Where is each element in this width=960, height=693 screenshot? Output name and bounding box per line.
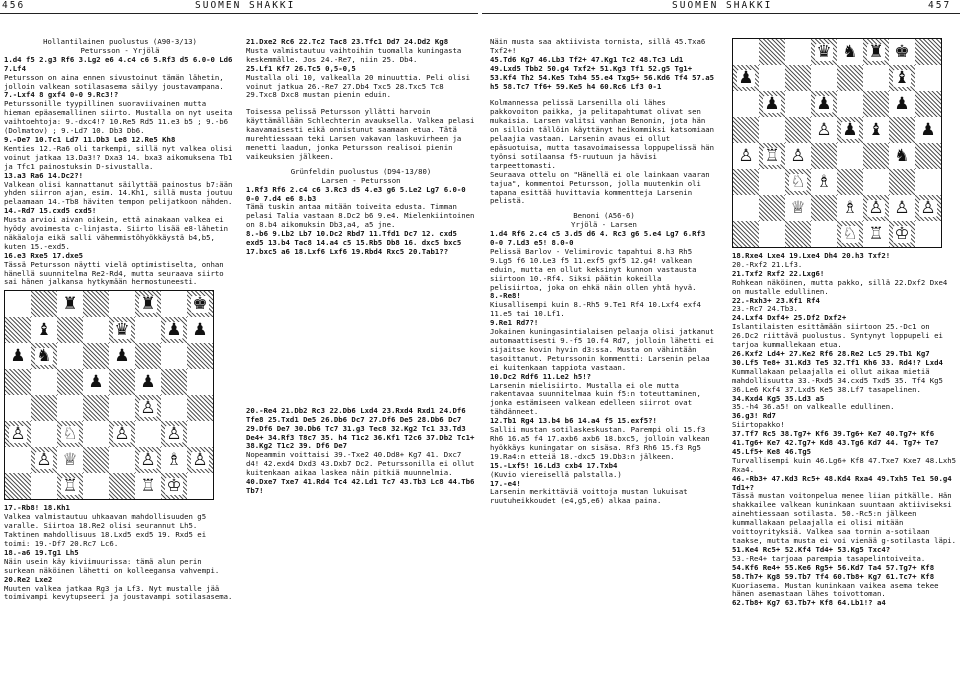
- board-square: [83, 343, 109, 369]
- board-square: [83, 291, 109, 317]
- running-head-left: SUOMEN SHAKKI: [195, 0, 296, 11]
- moves: 13.a3 Ra6 14.Dc2?!: [4, 170, 84, 180]
- chess-piece-icon: ♙: [10, 423, 26, 444]
- moves: 15.-Lxf5! 16.Ld3 cxb4 17.Txb4: [490, 460, 618, 470]
- comment: Musta valmistautuu vaihtoihin tuomalla kuningasta keskemmälle. Jos 24.-Re7, niin 25. Db4.: [246, 45, 466, 64]
- board-square: [889, 65, 915, 91]
- board-square: [915, 65, 941, 91]
- board-square: [5, 473, 31, 499]
- board-square: [5, 395, 31, 421]
- board-square: [811, 65, 837, 91]
- chess-piece-icon: ♞: [894, 145, 910, 166]
- board-square: [31, 291, 57, 317]
- board-square: [57, 447, 83, 473]
- moves: 1.Rf3 Rf6 2.c4 c6 3.Rc3 d5 4.e3 g6 5.Le2 Lg7 6.0-0 0-0 7.d4 e6 8.b3: [246, 184, 471, 203]
- board-square: [915, 91, 941, 117]
- paragraph: Toisessa pelissä Petursson yllätti harvoin käyttämällään Schlechterin avauksella. Valkea pelasi kaavamaisesti eikä onnistunut saamaan etua. Tätä murehtiessaan teki Larsen vakavan laskuvirheen ja menetti laadun, jonka Petursson realisoi pienin vaikeuksien jälkeen.: [246, 107, 479, 161]
- board-square: [161, 369, 187, 395]
- chess-piece-icon: ♕: [62, 449, 78, 470]
- chess-piece-icon: ♟: [192, 319, 208, 340]
- comment: Siirtopakko!: [732, 420, 785, 430]
- board-square: [161, 473, 187, 499]
- board-square: [837, 65, 863, 91]
- running-head-right: SUOMEN SHAKKI: [672, 0, 773, 11]
- board-square: [83, 447, 109, 473]
- comment: 53.-Re4+ tarjoaa parempia tasapelintoiveita.: [732, 553, 926, 563]
- chess-piece-icon: ♜: [140, 293, 156, 314]
- board-square: [785, 39, 811, 65]
- moves: 17.-e4!: [490, 478, 521, 488]
- chess-piece-icon: ♖: [140, 475, 156, 496]
- comment: Peturssonille tyypillinen suoraviivainen mutta hieman epäasemallinen siirto. Mustalla on nyt useita vaihtoehtoja: 9.-dxc4!? 10.Re5 Rd5 11.e3 b5 ; 9.-b6 (Dolmatov) ; 9.-Ld7 10. Db3 Db6.: [4, 99, 237, 136]
- chess-piece-icon: ♟: [166, 319, 182, 340]
- board-square: [837, 221, 863, 247]
- board-square: [837, 195, 863, 221]
- chess-piece-icon: ♖: [62, 475, 78, 496]
- chess-piece-icon: ♟: [88, 371, 104, 392]
- board-square: [889, 195, 915, 221]
- board-square: [863, 91, 889, 117]
- board-square: [57, 369, 83, 395]
- chess-piece-icon: ♜: [868, 41, 884, 62]
- chess-piece-icon: ♚: [894, 41, 910, 62]
- board-square: [759, 91, 785, 117]
- board-square: [31, 317, 57, 343]
- comment: Näin musta saa aktiivista tornista, sillä 45.Txa6 Txf2+!: [490, 37, 710, 55]
- comment: 35.-h4 36.a5! on valkealle edullinen.: [732, 402, 895, 412]
- board-square: [83, 395, 109, 421]
- chess-piece-icon: ♟: [920, 119, 936, 140]
- chess-piece-icon: ♙: [36, 449, 52, 470]
- board-square: [889, 221, 915, 247]
- comment: Tässä mustan voitonpelua menee liian pitkälle. Hän shakkailee valkean kuninkaan suuntaan aktiiviseksi ainehtiessaan sotilasta. 50.-Rc5:n jälkeen kummallakaan pelaajalla ei olisi mitään voittoyrityksiä. Valkea saa tornin a-sotilaan taakse, mutta musta ei voi vienää g-sotilasta läpi.: [732, 491, 957, 545]
- comment: Musta arvioi aivan oikein, että ainakaan valkea ei hyödy avoimesta c-linjasta. Siirto lisää e8-lähetin näkäaloja eikä salli vähemmistöhyökkäystä b4,b5, kuten 15.-exd5.: [4, 215, 233, 251]
- board-square: [811, 221, 837, 247]
- board-square: [811, 143, 837, 169]
- board-square: [733, 65, 759, 91]
- comment: Kummallakaan pelaajalla ei ollut aikaa mietiä mahdollisuutta 33.-Rxd5 34.cxd5 Txd5 35. Tf4 Kg5 36.Le6 Kxf4 37.Lxd5 Ke5 38.Lf7 tasapelinen.: [732, 366, 948, 394]
- board-square: [187, 447, 213, 473]
- board-square: [733, 143, 759, 169]
- chess-piece-icon: ♝: [36, 319, 52, 340]
- board-square: [759, 143, 785, 169]
- chess-piece-icon: ♝: [868, 119, 884, 140]
- chess-piece-icon: ♟: [894, 93, 910, 114]
- board-square: [915, 169, 941, 195]
- board-square: [733, 91, 759, 117]
- header-rule-right: [482, 13, 960, 14]
- moves: 1.d4 Rf6 2.c4 c5 3.d5 d6 4. Rc3 g6 5.e4 Lg7 6.Rf3 0-0 7.Ld3 e5! 8.0-0: [490, 229, 710, 248]
- moves: 8.-b6 9.Lb2 Lb7 10.Dc2 Rbd7 11.Tfd1 Dc7 12. cxd5 exd5 13.b4 Tac8 14.a4 c5 15.Rb5 Db8 16. dxc5 bxc5 17.bxc5 a6 18.Lxf6 Lxf6 19.Rbd4 Rxc5 20.Tab1??: [246, 229, 466, 256]
- chess-diagram-left: [4, 290, 214, 500]
- game2-header: [246, 168, 476, 186]
- board-square: [187, 291, 213, 317]
- board-square: [161, 343, 187, 369]
- comment: 20.-Rxf2 21.Lf3.: [732, 259, 803, 269]
- chess-piece-icon: ♘: [62, 423, 78, 444]
- moves: 12.Tb1 Rg4 13.b4 b6 14.a4 f5 15.exf5?!: [490, 416, 657, 426]
- moves: 45.Td6 Kg7 46.Lb3 Tf2+ 47.Kg1 Tc2 48.Tc3 Ld1 49.Lxd5 Tbb2 50.g4 Txf2+ 51.Kg3 Tf1 52.g5 Tg1+ 53.Kf4 Th2 54.Ke5 Txh4 55.e4 Txg5+ 56.Kd6 Tf4 57.a5 h5 58.Tc7 Tf6+ 59.Ke5 h4 60.Rc6 Lf3 0-1: [490, 54, 719, 91]
- board-square: [837, 143, 863, 169]
- chess-piece-icon: ♙: [894, 197, 910, 218]
- board-square: [785, 169, 811, 195]
- comment: Kuoriasema. Mustan kuninkaan vaikea asema tekee hänen asemastaan lähes toivottoman.: [732, 580, 943, 599]
- comment: Tämä tuskin antaa mitään toiveita edusta. Timman pelasi Talia vastaan 8.Dc2 b6 9.e4. Mielenkiintoinen on 8.b4 aikomuksin Db3,a4, a5 jne.: [246, 202, 479, 230]
- board-square: [135, 395, 161, 421]
- board-square: [811, 91, 837, 117]
- chess-piece-icon: ♗: [842, 197, 858, 218]
- moves: 9.Re1 Rd7?!: [490, 318, 539, 328]
- comment: Valkea valmistautuu uhkaavan mahdollisuuden g5 varalle. Siirtoa 18.Re2 olisi seurannut Lh5. Taktinen mahdollisuus 18.Lxd5 exd5 19. Rxd5 ei toimi: 19.-Df7 20.Rc7 Lc6.: [4, 512, 211, 548]
- board-square: [5, 291, 31, 317]
- board-square: [915, 221, 941, 247]
- board-square: [785, 65, 811, 91]
- chess-piece-icon: ♖: [868, 223, 884, 244]
- chess-piece-icon: ♙: [790, 145, 806, 166]
- moves: 8.-Re8!: [490, 291, 521, 301]
- board-square: [31, 395, 57, 421]
- chess-piece-icon: ♟: [816, 93, 832, 114]
- moves: 7.-Lxf4 8 gxf4 0-0 9.Rc3!?: [4, 90, 119, 100]
- game1-players: Petursson - Yrjölä: [80, 45, 160, 55]
- chess-piece-icon: ♙: [114, 423, 130, 444]
- board-square: [109, 395, 135, 421]
- moves: 25.Lf1 Kf7 26.Tc5 0,5-0,5: [246, 63, 356, 73]
- game3-title: Benoni (A56-6): [573, 211, 635, 221]
- chess-piece-icon: ♕: [790, 197, 806, 218]
- comment: Pelissä Barlov - Velimirovic tapahtui 8.h3 Rh5 9.Lg5 f6 10.Le3 f5 11.exf5 gxf5 12.g4! valkean eduin, mutta en ollut keksinyt kunnon vastausta siirtoon 10.-Rf4. Siksi päätin kokeilla pelisiirtoa, joka on ehkä näin ollen yhtä hyvä.: [490, 246, 701, 292]
- board-square: [57, 421, 83, 447]
- column-3: [490, 38, 718, 693]
- moves: 14.-Rd7 15.cxd5 cxd5!: [4, 206, 97, 216]
- board-square: [5, 317, 31, 343]
- board-square: [83, 317, 109, 343]
- comment: Mustalla oli 10, valkealla 20 minuuttia. Peli olisi voinut jatkua 26.-Re7 27.Db4 Txc5 28.Txc5 Tc8 29.Txc8 Dxc8 mustan pienin eduin.: [246, 72, 475, 100]
- board-square: [5, 343, 31, 369]
- moves: 10.Dc2 Rdf6 11.Le2 h5!?: [490, 371, 592, 381]
- moves: 1.d4 f5 2.g3 Rf6 3.Lg2 e6 4.c4 c6 5.Rf3 d5 6.0-0 Ld6 7.Lf4: [4, 54, 237, 73]
- chess-piece-icon: ♖: [764, 145, 780, 166]
- chess-diagram-right: [732, 38, 942, 248]
- board-square: [5, 447, 31, 473]
- board-square: [837, 169, 863, 195]
- board-square: [161, 421, 187, 447]
- board-square: [161, 447, 187, 473]
- game3-players: Yrjölä - Larsen: [571, 220, 637, 230]
- board-square: [57, 343, 83, 369]
- page-number-right: 457: [928, 0, 952, 11]
- board-square: [109, 291, 135, 317]
- chess-piece-icon: ♙: [192, 449, 208, 470]
- board-square: [57, 291, 83, 317]
- chess-piece-icon: ♙: [166, 423, 182, 444]
- board-square: [135, 343, 161, 369]
- board-square: [811, 39, 837, 65]
- comment: Islantilaisten esittämään siirtoon 25.-Dc1 on 26.Dc2 riittävä puolustus. Syntynyt loppupeli ei tarjoa kummallekaan etua.: [732, 322, 948, 350]
- board-square: [863, 195, 889, 221]
- moves: 18.-a6 19.Tg1 Lh5: [4, 547, 79, 557]
- comment: Näin usein käy kiviimuurissa: tämä alun perin surkean näköinen lähetti on kolleegansa vahvempi.: [4, 556, 220, 575]
- comment: Larsenin mielisiirto. Mustalla ei ole mutta rakentavaa suunnitelmaa kuin f5:n toteuttaminen, jonka estämiseen valkean edelleen siirrot ovat tähdänneet.: [490, 380, 706, 417]
- moves: 36.g3! Rd7: [732, 411, 776, 421]
- board-square: [811, 117, 837, 143]
- board-square: [31, 447, 57, 473]
- moves: 37.Tf7 Rc5 38.Tg7+ Kf6 39.Tg6+ Ke7 40.Tg7+ Kf6 41.Tg6+ Ke7 42.Tg7+ Kd8 43.Tg6 Kd7 44. Tg7+ Te7 45.Lf5+ Ke8 46.Tg5: [732, 429, 943, 456]
- board-square: [135, 447, 161, 473]
- board-square: [135, 317, 161, 343]
- chess-piece-icon: ♜: [62, 293, 78, 314]
- board-square: [57, 395, 83, 421]
- board-square: [5, 369, 31, 395]
- chess-piece-icon: ♟: [842, 119, 858, 140]
- chess-piece-icon: ♙: [816, 119, 832, 140]
- chess-piece-icon: ♞: [842, 41, 858, 62]
- comment: Kiusallisempi kuin 8.-Rh5 9.Te1 Rf4 10.Lxf4 exf4 11.e5 tai 10.Lf1.: [490, 300, 706, 319]
- board-square: [135, 473, 161, 499]
- board-square: [109, 473, 135, 499]
- board-square: [135, 421, 161, 447]
- comment: Turvallisempi kuin 46.Lg6+ Kf8 47.Txe7 Kxe7 48.Lxh5 Rxa4.: [732, 455, 957, 474]
- column-1: [4, 38, 236, 693]
- board-square: [187, 395, 213, 421]
- board-square: [811, 195, 837, 221]
- chess-piece-icon: ♔: [166, 475, 182, 496]
- board-square: [57, 317, 83, 343]
- moves: 18.Rxe4 Lxe4 19.Lxe4 Dh4 20.h3 Txf2!: [732, 251, 891, 260]
- chess-piece-icon: ♙: [738, 145, 754, 166]
- board-square: [57, 473, 83, 499]
- board-square: [863, 65, 889, 91]
- board-square: [759, 221, 785, 247]
- board-square: [109, 421, 135, 447]
- board-square: [135, 369, 161, 395]
- board-square: [83, 473, 109, 499]
- board-square: [83, 421, 109, 447]
- moves: 20.Re2 Lxe2: [4, 574, 53, 584]
- column-gap: [246, 257, 476, 407]
- chess-piece-icon: ♟: [10, 345, 26, 366]
- moves: 54.Kf6 Re4+ 55.Ke6 Rg5+ 56.Kd7 Ta4 57.Tg7+ Kf8 58.Th7+ Kg8 59.Tb7 Tf4 60.Tb8+ Kg7 61.Tc7+ Kf8: [732, 562, 939, 581]
- game2-players: Larsen - Petursson: [321, 175, 401, 185]
- board-square: [31, 473, 57, 499]
- board-square: [837, 39, 863, 65]
- board-square: [863, 143, 889, 169]
- comment: Rohkean näköinen, mutta pakko, sillä 22.Dxf2 Dxe4 on mustalle edullinen.: [732, 277, 952, 296]
- board-square: [83, 369, 109, 395]
- chess-piece-icon: ♔: [894, 223, 910, 244]
- board-square: [811, 169, 837, 195]
- chess-piece-icon: ♗: [166, 449, 182, 470]
- game1-header: [4, 38, 236, 56]
- board-square: [733, 221, 759, 247]
- chess-piece-icon: ♘: [790, 171, 806, 192]
- board-square: [837, 117, 863, 143]
- moves: 16.e3 Rxe5 17.dxe5: [4, 250, 84, 260]
- moves: 17.-Rb8! 18.Kh1: [4, 503, 70, 513]
- game1-title: Hollantilainen puolustus (A90-3/13): [43, 37, 197, 46]
- board-square: [915, 195, 941, 221]
- column-2: [246, 37, 479, 693]
- comment: Kenties 12.-Ra6 oli tarkempi, sillä nyt valkea olisi voinut jatkaa 13.Da3!? Dxa3 14. bxa3 aikomuksena Tb1 ja Tfc1 painostuksin D-sivustalla.: [4, 143, 237, 171]
- board-square: [863, 39, 889, 65]
- board-square: [759, 39, 785, 65]
- board-square: [785, 221, 811, 247]
- chess-piece-icon: ♝: [894, 67, 910, 88]
- page-number-left: 456: [2, 0, 26, 11]
- board-square: [759, 195, 785, 221]
- board-square: [733, 117, 759, 143]
- board-square: [837, 91, 863, 117]
- chess-piece-icon: ♙: [140, 449, 156, 470]
- board-square: [863, 221, 889, 247]
- board-square: [187, 421, 213, 447]
- board-square: [187, 473, 213, 499]
- chess-piece-icon: ♘: [842, 223, 858, 244]
- board-square: [187, 317, 213, 343]
- board-square: [31, 343, 57, 369]
- game3-header: [490, 212, 718, 230]
- moves: 62.Tb8+ Kg7 63.Tb7+ Kf8 64.Lb1!? a4: [732, 598, 886, 608]
- board-square: [31, 369, 57, 395]
- chess-piece-icon: ♟: [114, 345, 130, 366]
- chess-piece-icon: ♟: [140, 371, 156, 392]
- comment: Tässä Petursson näytti vielä optimistiselta, onhan hänellä suunnitelma Re2-Rd4, mutta seuraava siirto sai hänen jalkansa hytkymään hermostuneesti.: [4, 259, 229, 287]
- moves: 24.Lxf4 Dxf4+ 25.Df2 Dxf2+: [732, 313, 847, 323]
- board-square: [109, 369, 135, 395]
- board-square: [135, 291, 161, 317]
- moves: 9.-De7 10.Tc1 Ld7 11.Db3 Le8 12.Re5 Kh8: [4, 134, 176, 144]
- board-square: [5, 421, 31, 447]
- chess-piece-icon: ♙: [868, 197, 884, 218]
- moves: 20.-Re4 21.Db2 Rc3 22.Db6 Lxd4 23.Rxd4 Rxd1 24.Df6 Tfe8 25.Txd1 De5 26.Db6 Dc7 27.Df6 De5 28.Db6 Dc7 29.Df6 De7 30.Db6 Tc7 31.g3 Tec8 32.Kg2 Tc1 33.Td3 De4+ 34.Rf3 T8c7 35. h4 T1c2 36.Kf1 T2c6 37.Db2 Tc1+ 38.Kg2 T1c2 39. Df6 De7: [246, 405, 479, 451]
- board-square: [915, 117, 941, 143]
- board-square: [109, 447, 135, 473]
- board-square: [889, 117, 915, 143]
- chess-piece-icon: ♙: [920, 197, 936, 218]
- comment: (Kuvio viereisellä palstalla.): [490, 469, 622, 479]
- board-square: [889, 91, 915, 117]
- board-square: [915, 39, 941, 65]
- comment: Jokainen kuningasintialaisen pelaaja olisi jatkanut automaattisesti 9.-f5 10.f4 Rd7, jolloin lähetti ei sijaitse kovin hyvin d3:ssa. Musta on vähintään tasoittanut. Peturssonin kommentti: Larsenin pelaa ei kuitenkaan tappiota vastaan.: [490, 327, 719, 372]
- board-square: [785, 91, 811, 117]
- comment: Valkean olisi kannattanut säilyttää painostus b7:ään yhden siirron ajan, esim. 14.Kh1, sillä musta joutuu pelaamaan 14.-Tb8 häviten tempon pelijatkoon nähden.: [4, 179, 237, 207]
- header-rule-left: [0, 13, 478, 14]
- chess-piece-icon: ♚: [192, 293, 208, 314]
- comment: 23.-Rc7 24.Tb3.: [732, 304, 798, 314]
- board-square: [161, 291, 187, 317]
- moves: 26.Kxf2 Ld4+ 27.Ke2 Rf6 28.Re2 Lc5 29.Tb1 Kg7 30.Lf5 Te8+ 31.Kd3 Te5 32.Tf1 Kh6 33. Rd4!? Lxd4: [732, 348, 943, 367]
- board-square: [109, 343, 135, 369]
- chess-piece-icon: ♛: [816, 41, 832, 62]
- moves: 34.Kxd4 Kg5 35.Ld3 a5: [732, 393, 825, 403]
- comment: Sallii mustan sotilaskeskustan. Parempi oli 15.f3 Rh6 16.a5 f4 17.axb6 axb6 18.bxc5, jolloin valkean hyökkäys kuningatar on sisäsa. Rf3 Rh6 15.f3 Rg5 19.Ra4:n etteiä 18.-dxc5 19.Db3:n jälkeen.: [490, 425, 715, 461]
- board-square: [187, 343, 213, 369]
- board-square: [785, 195, 811, 221]
- comment: Muuten valkea jatkaa Rg3 ja Lf3. Nyt mustalle jää toimivampi kevytupseeri ja joustavampi sotilasasema.: [4, 583, 233, 602]
- column-4: [732, 38, 958, 693]
- board-square: [759, 169, 785, 195]
- comment: Nopeammin voittaisi 39.-Txe2 40.Dd8+ Kg7 41. Dxc7 d4! 42.exd4 Dxd3 43.Dxb7 Dc2. Peturssonilla ei ollut kuitenkaan aikaa laskea näin pitkiä muunnelmia.: [246, 450, 479, 478]
- chess-piece-icon: ♛: [114, 319, 130, 340]
- paragraph: Kolmannessa pelissä Larsenilla oli lähes pakkovoiton paikka, ja pelitapahtumat olivat sen mukaisia. Larsen valitsi vanhan Benonin, jota hän on silloin tällöin käyttänyt heikommiksi katsomiaan pelaajia vastaan. Larsenin avaus ei ollut epäsuotuisa, mutta tasavoimaisessa loppupelissä hän työnsi sotilaansa f5-ruutuun ja hävisi tarpeettomasti.: [490, 98, 719, 170]
- board-square: [733, 169, 759, 195]
- board-square: [733, 39, 759, 65]
- board-square: [863, 169, 889, 195]
- board-square: [785, 117, 811, 143]
- moves: 22.-Rxh3+ 23.Kf1 Rf4: [732, 295, 820, 305]
- board-square: [187, 369, 213, 395]
- moves: 40.Dxe7 Txe7 41.Rd4 Tc4 42.Ld1 Tc7 43.Tb3 Lc8 44.Tb6 Tb7!: [246, 477, 479, 495]
- board-square: [889, 39, 915, 65]
- board-square: [889, 143, 915, 169]
- board-square: [889, 169, 915, 195]
- moves: 21.Dxe2 Rc6 22.Tc2 Tac8 23.Tfc1 Dd7 24.Dd2 Kg8: [246, 37, 449, 46]
- comment: Petursson on aina ennen sivustoinut tämän lähetin, jolloin valkean sotilasasema säilyy joustavampana.: [4, 72, 229, 91]
- moves: 51.Ke4 Rc5+ 52.Kf4 Td4+ 53.Kg5 Txc4?: [732, 544, 891, 554]
- chess-piece-icon: ♟: [764, 93, 780, 114]
- board-square: [31, 421, 57, 447]
- board-square: [915, 143, 941, 169]
- board-square: [161, 395, 187, 421]
- chess-piece-icon: ♞: [36, 345, 52, 366]
- board-square: [863, 117, 889, 143]
- board-square: [759, 65, 785, 91]
- board-square: [109, 317, 135, 343]
- board-square: [733, 195, 759, 221]
- game2-title: Grünfeldin puolustus (D94-13/80): [290, 166, 432, 176]
- moves: 21.Txf2 Rxf2 22.Lxg6!: [732, 268, 825, 278]
- paragraph: Seuraava ottelu on "Hänellä ei ole lainkaan vaaran tajua", kommentoi Petursson, jolla muutenkin oli tapana esittää huvittavia kommentteja Larsenin pelistä.: [490, 169, 715, 206]
- board-square: [161, 317, 187, 343]
- chess-piece-icon: ♙: [140, 397, 156, 418]
- chess-piece-icon: ♗: [816, 171, 832, 192]
- chess-piece-icon: ♟: [738, 67, 754, 88]
- moves: 46.-Rb3+ 47.Kd3 Rc5+ 48.Kd4 Rxa4 49.Txh5 Te1 50.g4 Td1+?: [732, 473, 957, 492]
- board-square: [759, 117, 785, 143]
- board-square: [785, 143, 811, 169]
- comment: Larsenin merkittäviä voittoja mustan lukuisat ruutuheikkoudet (e4,g5,e6) alkaa paina.: [490, 487, 693, 506]
